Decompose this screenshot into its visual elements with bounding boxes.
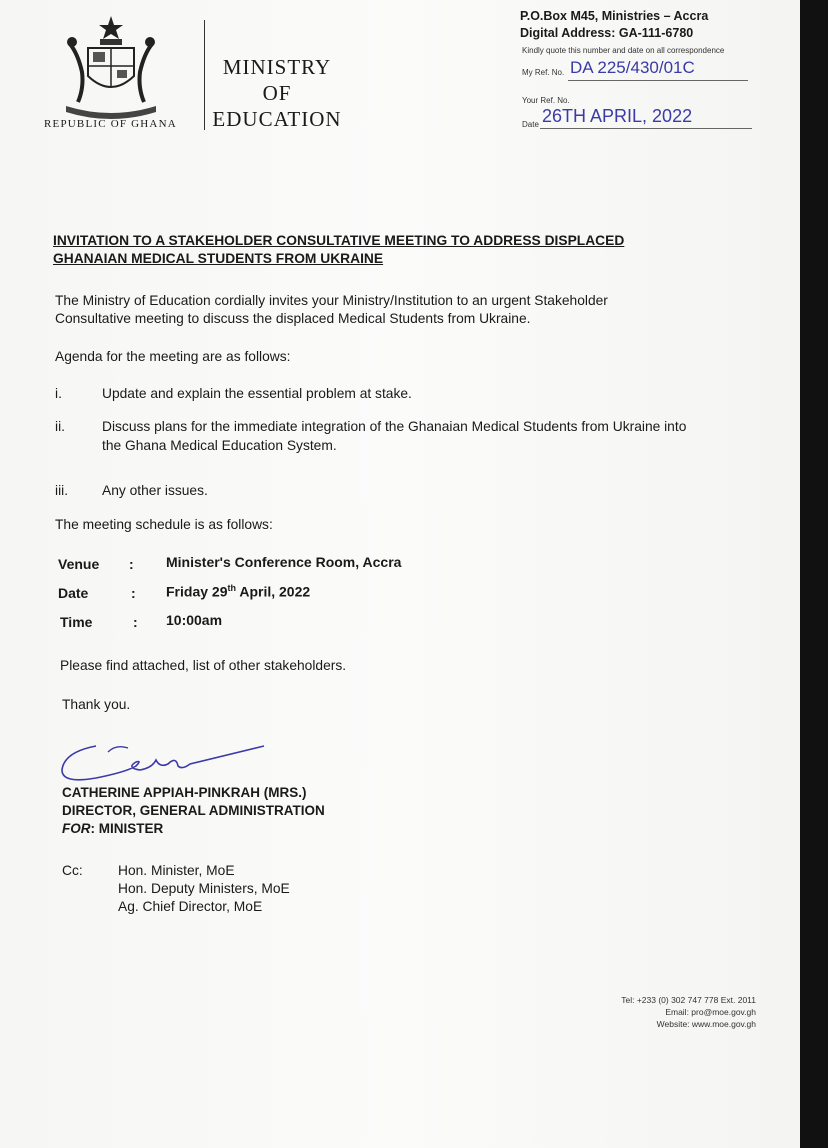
time-colon: : — [133, 614, 138, 630]
agenda-heading: Agenda for the meeting are as follows: — [55, 349, 291, 364]
my-ref-value: DA 225/430/01C — [570, 58, 695, 77]
date-label: Date — [522, 120, 539, 129]
attached-note: Please find attached, list of other stakeholders. — [60, 658, 347, 673]
signature-icon — [56, 738, 270, 790]
signatory-title: DIRECTOR, GENERAL ADMINISTRATION — [62, 803, 325, 818]
schedule-heading: The meeting schedule is as follows: — [55, 517, 273, 532]
signatory-block — [62, 784, 325, 838]
time-value: 10:00am — [166, 612, 223, 628]
cc-list — [118, 862, 418, 916]
republic-label: REPUBLIC OF GHANA — [44, 118, 177, 130]
intro-paragraph: The Ministry of Education cordially invites your Ministry/Institution to an urgent Stakeholder Consultative meeting to discuss the displaced Medical Students from Ukraine. — [55, 293, 608, 326]
address-block: P.O.Box M45, Ministries – Accra Digital Address: GA-111-6780 — [520, 9, 709, 40]
ministry-name: MINISTRY OF EDUCATION — [212, 55, 342, 131]
venue-label: Venue — [58, 556, 100, 572]
my-ref-line — [568, 80, 748, 81]
date-row-colon: : — [131, 585, 136, 601]
thank-you: Thank you. — [62, 697, 131, 712]
coat-of-arms-icon — [60, 14, 162, 122]
date-value: 26TH APRIL, 2022 — [542, 106, 693, 126]
my-ref-label: My Ref. No. — [522, 68, 565, 77]
letterhead-divider — [204, 20, 205, 130]
contact-footer: Tel: +233 (0) 302 747 778 Ext. 2011 Email: pro@moe.gov.gh Website: www.moe.gov.gh — [621, 995, 756, 1029]
your-ref-label: Your Ref. No. — [522, 96, 570, 105]
venue-colon: : — [129, 556, 134, 572]
quote-note: Kindly quote this number and date on all correspondence — [522, 46, 725, 55]
signatory-name: CATHERINE APPIAH-PINKRAH (MRS.) — [62, 785, 307, 800]
letter-page: REPUBLIC OF GHANA MINISTRY OF EDUCATION P.O.Box M45, Ministries – Accra Digital Address: GA-111-6780 Kindly quote this number and date on all correspondence My Ref. No. DA 225/430/01C Your Ref. No. Date 26TH APRIL, 2022 INVITATION TO A STAKEHOLDER CONSULTATIVE MEETING TO ADDRESS DISPLACED GHANAIAN MEDICAL STUDENTS FROM UKRAINE The Ministry of Education cordially invites your Ministry/Institution to an urgent Stakeholder Consultative meeting to discuss the displaced Medical Students from Ukraine. Agenda for the meeting are as follows: i. Update and explain the essential problem at stake. ii. Discuss plans for the immediate integration of the Ghanaian Medical Students from Ukraine into the Ghana Medical Education System. iii. Any other issues. The meeting schedule is as follows: Venue : Minister's Conference Room, Accra Date : Friday 29th April, 2022 Time : 10:00am Please find attached, list of other stakeholders. Thank you. CATHERINE APPIAH-PINKRAH (MRS.) DIRECTOR, GENERAL ADMINISTRATION FOR: MINISTER Cc: Hon. Minister, MoE Hon. Deputy Ministers, MoE Ag. Chief Director, MoE Tel: +233 (0) 302 747 778 Ext. 2011 Email: pro@moe.gov.gh Website: www.moe.gov.gh — [0, 0, 800, 1148]
invitation-title: INVITATION TO A STAKEHOLDER CONSULTATIVE MEETING TO ADDRESS DISPLACED GHANAIAN MEDICAL STUDENTS FROM UKRAINE — [53, 233, 625, 266]
list-item: Ag. Chief Director, MoE — [118, 899, 263, 914]
venue-value: Minister's Conference Room, Accra — [166, 554, 402, 570]
list-item: Hon. Minister, MoE — [118, 863, 235, 878]
date-row-value: Friday 29th April, 2022 — [166, 583, 311, 600]
cc-label: Cc: — [62, 863, 83, 878]
list-item: Hon. Deputy Ministers, MoE — [118, 881, 290, 896]
time-label: Time — [60, 614, 93, 630]
signatory-for: FOR: MINISTER — [62, 821, 164, 836]
date-line — [540, 128, 752, 129]
date-row-label: Date — [58, 585, 89, 601]
